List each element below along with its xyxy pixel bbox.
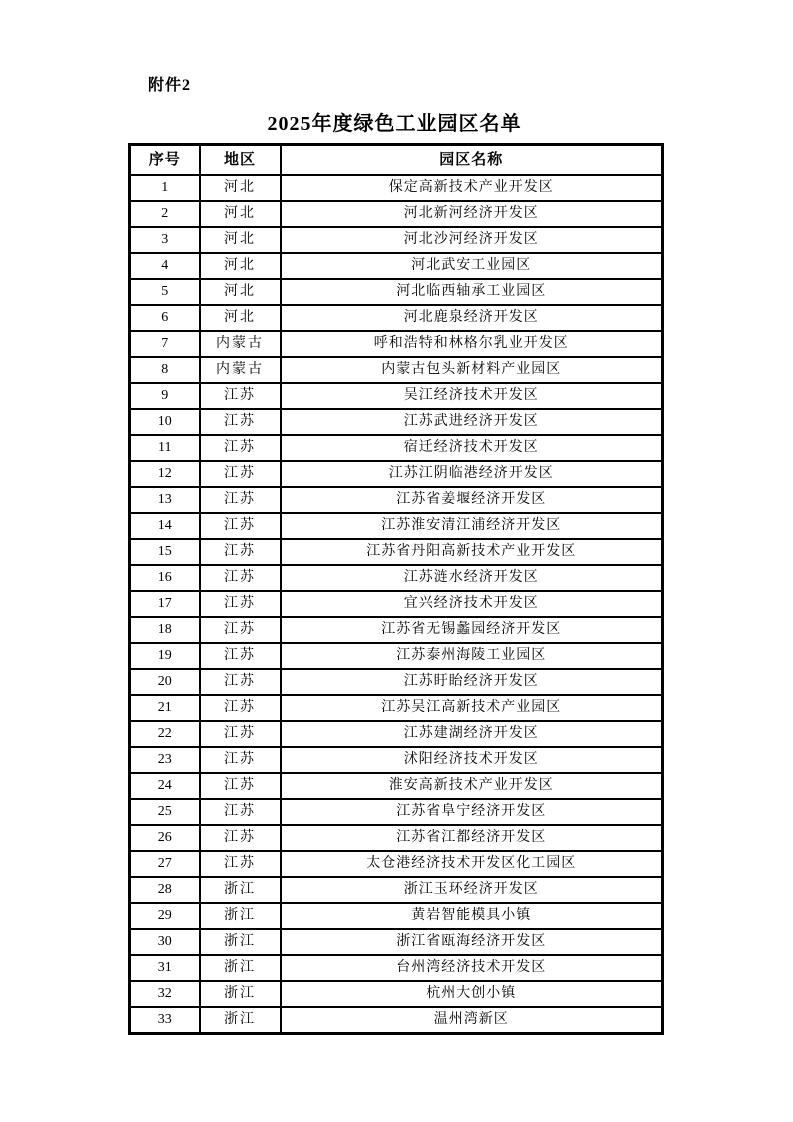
cell-region: 浙江 [200, 955, 281, 981]
cell-no: 33 [130, 1007, 200, 1034]
cell-park: 保定高新技术产业开发区 [281, 175, 663, 201]
cell-park: 河北武安工业园区 [281, 253, 663, 279]
cell-region: 河北 [200, 201, 281, 227]
table-row [130, 643, 663, 669]
table-row [130, 877, 663, 903]
cell-no: 19 [130, 643, 200, 669]
cell-region: 内蒙古 [200, 331, 281, 357]
cell-no: 2 [130, 201, 200, 227]
cell-no: 15 [130, 539, 200, 565]
table-body [130, 175, 663, 1034]
cell-park: 江苏省丹阳高新技术产业开发区 [281, 539, 663, 565]
cell-park: 江苏省阜宁经济开发区 [281, 799, 663, 825]
cell-park: 江苏省江都经济开发区 [281, 825, 663, 851]
table-row [130, 461, 663, 487]
table-row [130, 409, 663, 435]
cell-park: 杭州大创小镇 [281, 981, 663, 1007]
cell-no: 10 [130, 409, 200, 435]
cell-park: 呼和浩特和林格尔乳业开发区 [281, 331, 663, 357]
cell-park: 浙江省瓯海经济开发区 [281, 929, 663, 955]
cell-region: 江苏 [200, 435, 281, 461]
cell-no: 11 [130, 435, 200, 461]
cell-no: 4 [130, 253, 200, 279]
cell-park: 河北沙河经济开发区 [281, 227, 663, 253]
cell-no: 13 [130, 487, 200, 513]
column-header-park-name: 园区名称 [281, 145, 663, 176]
table-row [130, 305, 663, 331]
cell-park: 江苏武进经济开发区 [281, 409, 663, 435]
cell-park: 太仓港经济技术开发区化工园区 [281, 851, 663, 877]
cell-park: 江苏盱眙经济开发区 [281, 669, 663, 695]
table-row [130, 773, 663, 799]
table-row [130, 747, 663, 773]
cell-region: 河北 [200, 305, 281, 331]
table-row [130, 253, 663, 279]
cell-park: 浙江玉环经济开发区 [281, 877, 663, 903]
cell-park: 内蒙古包头新材料产业园区 [281, 357, 663, 383]
cell-park: 宜兴经济技术开发区 [281, 591, 663, 617]
cell-park: 江苏省无锡蠡园经济开发区 [281, 617, 663, 643]
cell-region: 河北 [200, 253, 281, 279]
table-row [130, 669, 663, 695]
table-row [130, 981, 663, 1007]
table-row [130, 435, 663, 461]
attachment-label: 附件2 [148, 77, 192, 94]
table-row [130, 799, 663, 825]
cell-no: 6 [130, 305, 200, 331]
cell-no: 20 [130, 669, 200, 695]
table-row [130, 331, 663, 357]
page-title: 2025年度绿色工业园区名单 [267, 113, 522, 135]
cell-region: 江苏 [200, 565, 281, 591]
table-row [130, 903, 663, 929]
cell-region: 浙江 [200, 903, 281, 929]
cell-no: 9 [130, 383, 200, 409]
cell-no: 5 [130, 279, 200, 305]
cell-region: 江苏 [200, 695, 281, 721]
cell-region: 江苏 [200, 591, 281, 617]
cell-region: 内蒙古 [200, 357, 281, 383]
cell-park: 宿迁经济技术开发区 [281, 435, 663, 461]
cell-region: 江苏 [200, 851, 281, 877]
table-row [130, 591, 663, 617]
table-header-row [130, 145, 663, 176]
cell-region: 河北 [200, 279, 281, 305]
cell-no: 21 [130, 695, 200, 721]
cell-park: 江苏省姜堰经济开发区 [281, 487, 663, 513]
cell-no: 31 [130, 955, 200, 981]
table-row [130, 955, 663, 981]
cell-no: 27 [130, 851, 200, 877]
cell-no: 25 [130, 799, 200, 825]
cell-region: 河北 [200, 175, 281, 201]
cell-no: 3 [130, 227, 200, 253]
cell-park: 黄岩智能模具小镇 [281, 903, 663, 929]
cell-park: 吴江经济技术开发区 [281, 383, 663, 409]
cell-park: 江苏涟水经济开发区 [281, 565, 663, 591]
cell-park: 江苏江阴临港经济开发区 [281, 461, 663, 487]
cell-no: 7 [130, 331, 200, 357]
cell-region: 江苏 [200, 825, 281, 851]
table-row [130, 357, 663, 383]
cell-no: 29 [130, 903, 200, 929]
cell-region: 浙江 [200, 877, 281, 903]
cell-no: 18 [130, 617, 200, 643]
parks-table [128, 143, 664, 1035]
cell-park: 江苏吴江高新技术产业园区 [281, 695, 663, 721]
table-row [130, 695, 663, 721]
cell-park: 江苏淮安清江浦经济开发区 [281, 513, 663, 539]
cell-no: 12 [130, 461, 200, 487]
cell-no: 28 [130, 877, 200, 903]
cell-region: 江苏 [200, 487, 281, 513]
table-row [130, 851, 663, 877]
table-row [130, 513, 663, 539]
table-row [130, 721, 663, 747]
table-row [130, 1007, 663, 1034]
cell-region: 江苏 [200, 643, 281, 669]
cell-no: 22 [130, 721, 200, 747]
cell-park: 河北鹿泉经济开发区 [281, 305, 663, 331]
cell-region: 江苏 [200, 721, 281, 747]
table-row [130, 617, 663, 643]
cell-region: 江苏 [200, 383, 281, 409]
cell-park: 河北新河经济开发区 [281, 201, 663, 227]
column-header-no: 序号 [130, 145, 200, 176]
cell-region: 浙江 [200, 929, 281, 955]
cell-park: 江苏建湖经济开发区 [281, 721, 663, 747]
cell-region: 浙江 [200, 981, 281, 1007]
cell-region: 河北 [200, 227, 281, 253]
column-header-region: 地区 [200, 145, 281, 176]
cell-no: 1 [130, 175, 200, 201]
table-row [130, 175, 663, 201]
cell-region: 江苏 [200, 539, 281, 565]
cell-region: 江苏 [200, 747, 281, 773]
cell-region: 江苏 [200, 409, 281, 435]
table-row [130, 279, 663, 305]
cell-region: 江苏 [200, 669, 281, 695]
table-row [130, 201, 663, 227]
cell-region: 江苏 [200, 461, 281, 487]
cell-region: 江苏 [200, 513, 281, 539]
cell-park: 淮安高新技术产业开发区 [281, 773, 663, 799]
table-row [130, 487, 663, 513]
table-row [130, 565, 663, 591]
cell-region: 江苏 [200, 617, 281, 643]
cell-no: 16 [130, 565, 200, 591]
table-row [130, 825, 663, 851]
cell-no: 14 [130, 513, 200, 539]
cell-park: 温州湾新区 [281, 1007, 663, 1034]
table-row [130, 383, 663, 409]
cell-no: 24 [130, 773, 200, 799]
cell-park: 河北临西轴承工业园区 [281, 279, 663, 305]
cell-no: 32 [130, 981, 200, 1007]
cell-no: 26 [130, 825, 200, 851]
cell-region: 江苏 [200, 773, 281, 799]
table-row [130, 929, 663, 955]
cell-no: 30 [130, 929, 200, 955]
table-row [130, 539, 663, 565]
cell-no: 23 [130, 747, 200, 773]
cell-no: 8 [130, 357, 200, 383]
cell-region: 浙江 [200, 1007, 281, 1034]
cell-park: 沭阳经济技术开发区 [281, 747, 663, 773]
cell-park: 台州湾经济技术开发区 [281, 955, 663, 981]
cell-park: 江苏泰州海陵工业园区 [281, 643, 663, 669]
cell-region: 江苏 [200, 799, 281, 825]
table-row [130, 227, 663, 253]
cell-no: 17 [130, 591, 200, 617]
